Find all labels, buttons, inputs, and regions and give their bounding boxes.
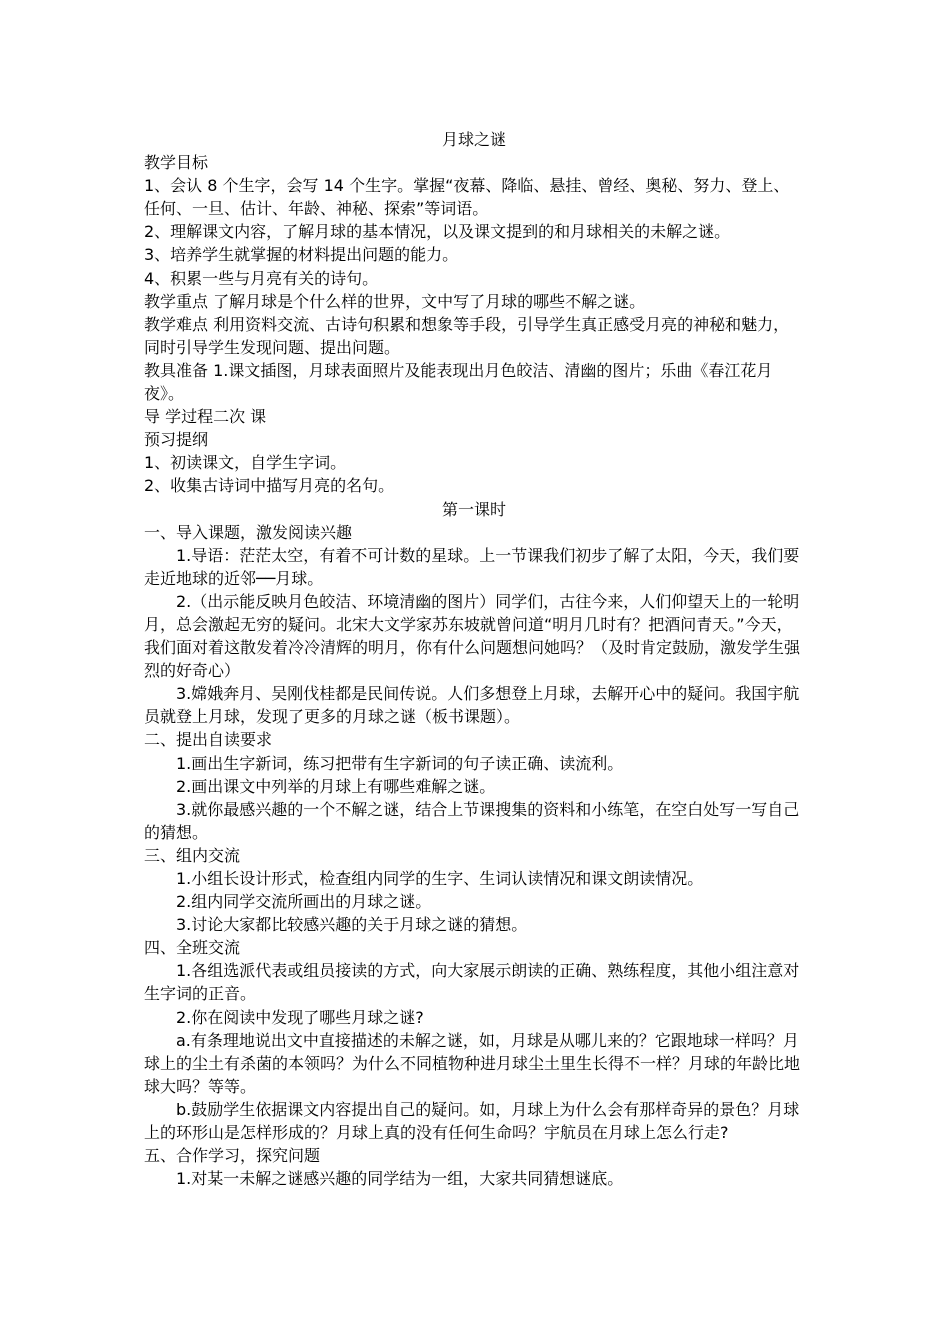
section-item: a.有条理地说出文中直接描述的未解之谜，如，月球是从哪儿来的？它跟地球一样吗？月球上的尘土有杀菌的本领吗？为什么不同植物种进月球尘土里生长得不一样？月球的年龄比地球大吗？等等。	[144, 1030, 801, 1096]
section-item: 1.画出生字新词，练习把带有生字新词的句子读正确、读流利。	[176, 753, 624, 773]
section-item: 1.导语：茫茫太空，有着不可计数的星球。上一节课我们初步了解了太阳，今天，我们要走近地球的近邻──月球。	[144, 545, 800, 588]
preview-item: 1、初读课文，自学生字词。	[144, 453, 347, 473]
preview-item: 2、收集古诗词中描写月亮的名句。	[144, 476, 395, 496]
difficulty: 教学难点 利用资料交流、古诗句积累和想象等手段，引导学生真正感受月亮的神秘和魅力，同时引导学生发现问题、提出问题。	[144, 314, 790, 357]
section-item: 3.嫦娥奔月、吴刚伐桂都是民间传说。人们多想登上月球，去解开心中的疑问。我国宇航员就登上月球，发现了更多的月球之谜（板书课题）。	[144, 684, 800, 727]
section-item: 3.就你最感兴趣的一个不解之谜，结合上节课搜集的资料和小练笔，在空白处写一写自己的猜想。	[144, 799, 800, 842]
section-item: b.鼓励学生依据课文内容提出自己的疑问。如，月球上为什么会有那样奇异的景色？月球上的环形山是怎样形成的？月球上真的没有任何生命吗？宇航员在月球上怎么行走?	[144, 1099, 800, 1143]
section-heading: 四、全班交流	[144, 938, 241, 958]
section-item: 3.讨论大家都比较感兴趣的关于月球之谜的猜想。	[176, 915, 528, 935]
process-heading: 导 学过程二次 课	[144, 407, 267, 427]
materials: 教具准备 1.课文插图，月球表面照片及能表现出月色皎洁、清幽的图片；乐曲《春江花月夜》。	[144, 360, 773, 404]
section-item: 1.小组长设计形式，检查组内同学的生字、生词认读情况和课文朗读情况。	[176, 869, 704, 888]
objective-item: 4、积累一些与月亮有关的诗句。	[144, 268, 379, 288]
section-item: 1.对某一未解之谜感兴趣的同学结为一组，大家共同猜想谜底。	[176, 1169, 624, 1189]
section-heading: 一、导入课题，激发阅读兴趣	[144, 522, 353, 542]
preview-heading: 预习提纲	[144, 430, 209, 450]
section-item: 2.你在阅读中发现了哪些月球之谜?	[176, 1007, 424, 1027]
section-heading: 五、合作学习，探究问题	[144, 1146, 321, 1166]
section-heading: 三、组内交流	[144, 845, 241, 865]
document-page	[144, 128, 804, 1190]
objective-item: 1、会认 8 个生字，会写 14 个生字。掌握“夜幕、降临、悬挂、曾经、奥秘、努力、登上、任何、一旦、估计、年龄、神秘、探索”等词语。	[144, 176, 790, 219]
objectives-heading: 教学目标	[144, 153, 209, 173]
section-item: 2.画出课文中列举的月球上有哪些难解之谜。	[176, 776, 496, 796]
section-item: 1.各组选派代表或组员接读的方式，向大家展示朗读的正确、熟练程度，其他小组注意对生字词的正音。	[144, 961, 800, 1004]
section-heading: 二、提出自读要求	[144, 730, 273, 750]
key-point: 教学重点 了解月球是个什么样的世界，文中写了月球的哪些不解之谜。	[144, 291, 646, 311]
section-item: 2.组内同学交流所画出的月球之谜。	[176, 892, 432, 912]
document-title: 月球之谜	[441, 130, 506, 149]
objective-item: 2、理解课文内容，了解月球的基本情况，以及课文提到的和月球相关的未解之谜。	[144, 222, 731, 242]
lesson-heading: 第一课时	[441, 499, 506, 519]
objective-item: 3、培养学生就掌握的材料提出问题的能力。	[144, 245, 459, 265]
section-item: 2.（出示能反映月色皎洁、环境清幽的图片）同学们，古往今来，人们仰望天上的一轮明月，总会激起无穷的疑问。北宋大文学家苏东坡就曾问道“明月几时有？把酒问青天。”今天，我们面对着这散发着冷冷清辉的明月，你有什么问题想问她吗？（及时肯定鼓励，激发学生强烈的好奇心）	[144, 591, 801, 681]
